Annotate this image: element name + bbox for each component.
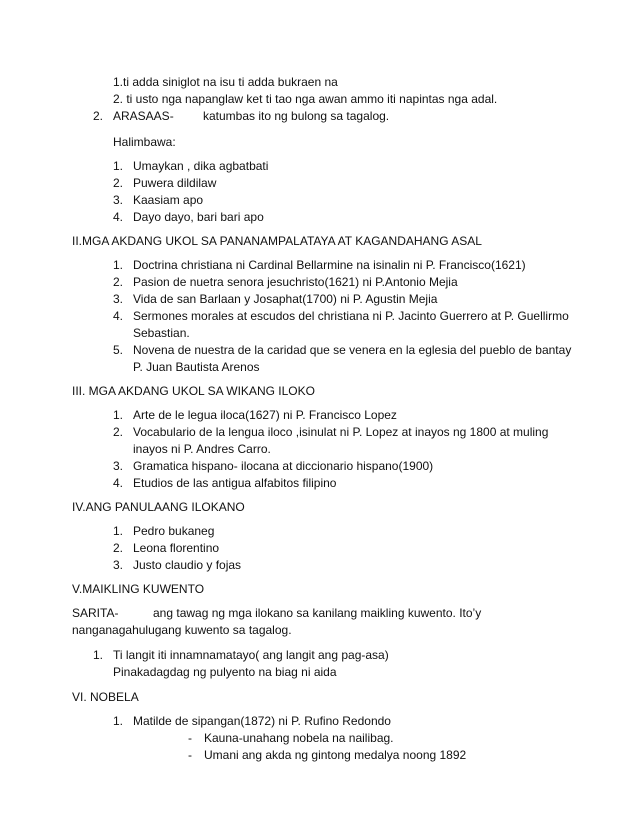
list-number: 1.: [113, 524, 124, 538]
list-number: 1.: [113, 258, 124, 272]
list-number: 1.: [93, 648, 104, 662]
list-item-continuation: Sebastian.: [133, 326, 190, 340]
section-heading: V.MAIKLING KUWENTO: [72, 582, 205, 596]
list-number: 3.: [113, 558, 124, 572]
list-item: Etudios de las antigua alfabitos filipino: [133, 476, 337, 490]
list-item: Umaykan , dika agbatbati: [133, 159, 269, 173]
list-item: Puwera dildilaw: [133, 176, 217, 190]
section-heading: IV.ANG PANULAANG ILOKANO: [72, 500, 245, 514]
list-number: 4.: [113, 309, 124, 323]
list-number: 2.: [113, 176, 124, 190]
list-item: Novena de nuestra de la caridad que se venera en la eglesia del pueblo de bantay: [133, 343, 572, 357]
arasaas-definition: katumbas ito ng bulong sa tagalog.: [203, 109, 390, 123]
list-item: Dayo dayo, bari bari apo: [133, 210, 264, 224]
list-item: Sermones morales at escudos del christiana ni P. Jacinto Guerrero at P. Guellirmo: [133, 309, 569, 323]
list-item: Vocabulario de la lengua iloco ,isinulat ni P. Lopez at inayos ng 1800 at muling: [133, 425, 549, 439]
list-item: Kaasiam apo: [133, 193, 204, 207]
section-heading: III. MGA AKDANG UKOL SA WIKANG ILOKO: [72, 384, 315, 398]
list-number: 1.: [113, 714, 124, 728]
list-number: 2.: [113, 275, 124, 289]
list-item: Ti langit iti innamnamatayo( ang langit ang pag-asa): [113, 648, 389, 662]
list-item: Vida de san Barlaan y Josaphat(1700) ni P. Agustin Mejia: [133, 292, 438, 306]
list-number: 4.: [113, 476, 124, 490]
sarita-term: SARITA-: [72, 606, 119, 620]
list-item: Pasion de nuetra senora jesuchristo(1621) ni P.Antonio Mejia: [133, 275, 458, 289]
list-item: Pedro bukaneg: [133, 524, 215, 538]
list-number: 1.: [113, 159, 124, 173]
list-number: 2.: [113, 425, 124, 439]
list-number: 3.: [113, 459, 124, 473]
list-item-continuation: P. Juan Bautista Arenos: [133, 360, 260, 374]
dash-bullet: -: [188, 748, 192, 762]
sub-item: Umani ang akda ng gintong medalya noong 1892: [204, 748, 467, 762]
section-heading: VI. NOBELA: [72, 690, 139, 704]
intro-line-1: 1.ti adda siniglot na isu ti adda bukraen na: [113, 75, 338, 89]
section-heading: II.MGA AKDANG UKOL SA PANANAMPALATAYA AT KAGANDAHANG ASAL: [72, 234, 482, 248]
sarita-definition: ang tawag ng mga ilokano sa kanilang maikling kuwento. Ito’y: [153, 606, 482, 620]
list-number: 1.: [113, 408, 124, 422]
sarita-continuation: nanganagahulugang kuwento sa tagalog.: [72, 623, 292, 637]
arasaas-term: ARASAAS-: [113, 109, 174, 123]
halimbawa-label: Halimbawa:: [113, 135, 176, 149]
list-item-continuation: Pinakadagdag ng pulyento na biag ni aida: [113, 665, 337, 679]
list-item-continuation: inayos ni P. Andres Carro.: [133, 442, 271, 456]
sub-item: Kauna-unahang nobela na nailibag.: [204, 731, 394, 745]
list-item: Leona florentino: [133, 541, 220, 555]
list-number: 3.: [113, 193, 124, 207]
list-item: Arte de le legua iloca(1627) ni P. Francisco Lopez: [133, 408, 397, 422]
list-item: Matilde de sipangan(1872) ni P. Rufino Redondo: [133, 714, 391, 728]
list-number: 2.: [113, 541, 124, 555]
list-number: 4.: [113, 210, 124, 224]
dash-bullet: -: [188, 731, 192, 745]
list-item: Gramatica hispano- ilocana at diccionario hispano(1900): [133, 459, 434, 473]
list-item: Doctrina christiana ni Cardinal Bellarmine na isinalin ni P. Francisco(1621): [133, 258, 526, 272]
list-number: 5.: [113, 343, 124, 357]
list-number: 3.: [113, 292, 124, 306]
list-item: Justo claudio y fojas: [133, 558, 242, 572]
list-number: 2.: [93, 109, 104, 123]
intro-line-2: 2. ti usto nga napanglaw ket ti tao nga awan ammo iti napintas nga adal.: [113, 92, 498, 106]
